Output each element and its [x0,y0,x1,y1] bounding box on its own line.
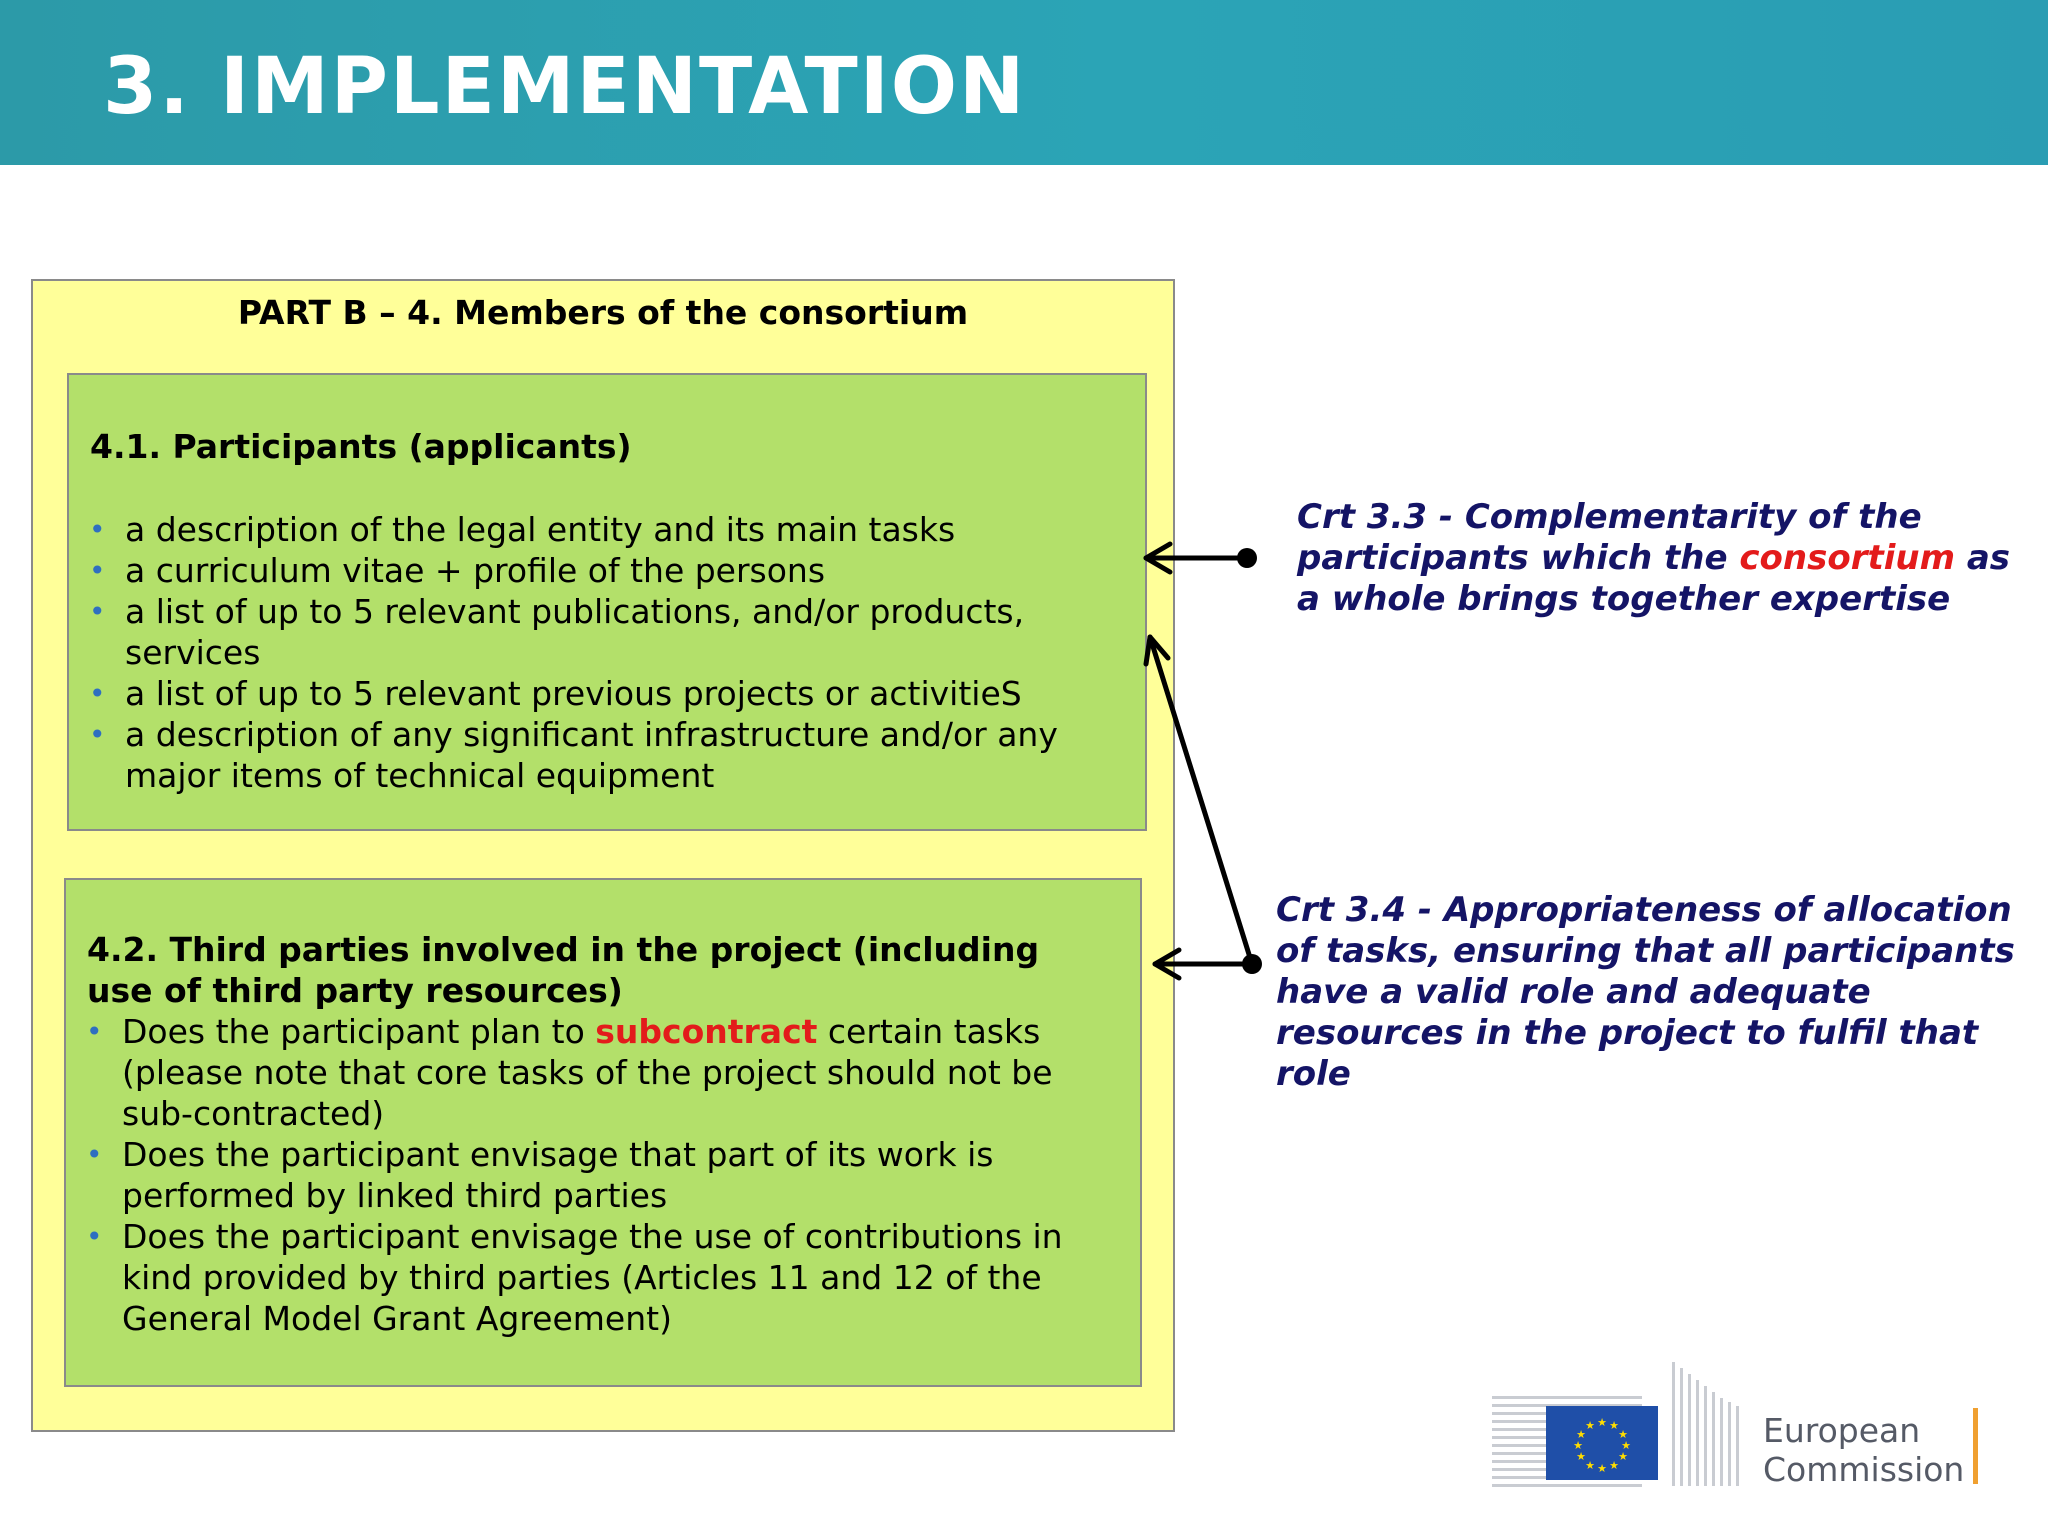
svg-text:★: ★ [1618,1428,1628,1441]
arrow-origin-dot [1242,954,1262,974]
svg-text:★: ★ [1597,1462,1607,1475]
list-item: • Does the participant plan to subcontract certain tasks (please note that core tasks of the project should not be sub-contracted) [86,1012,1053,1133]
crt-3-4-text: Crt 3.4 - Appropriateness of allocation of tasks, ensuring that all participants have a valid role and adequate resources in the project to fulfil that role [1276,890,2015,1094]
svg-text:★: ★ [1609,1419,1619,1432]
ec-logo-line2: Commission [1763,1450,1965,1489]
consortium-highlight: consortium [1739,538,1956,578]
bullet-icon: • [89,677,106,710]
list-item: • Does the participant envisage that part of its work is performed by linked third parties [86,1135,994,1215]
subcontract-highlight: subcontract [595,1012,818,1051]
svg-text:★: ★ [1618,1450,1628,1463]
arrow-origin-dot [1237,548,1257,568]
svg-text:★: ★ [1585,1459,1595,1472]
ec-logo-line1: European [1763,1411,1921,1450]
arrow-crt-3-4-diagonal [1150,637,1252,964]
list-item: • a description of the legal entity and its main tasks [89,510,956,549]
participants-heading: 4.1. Participants (applicants) [90,427,632,466]
svg-text:★: ★ [1597,1416,1607,1429]
list-item: • a list of up to 5 relevant previous projects or activitieS [89,674,1022,713]
crt-3-3-text: Crt 3.3 - Complementarity of the participants which the consortium as a whole brings together expertise [1297,497,2011,619]
bullet-icon: • [86,1015,103,1048]
svg-text:★: ★ [1609,1459,1619,1472]
bullet-icon: • [89,718,106,751]
list-item: • a list of up to 5 relevant publications, and/or products, services [89,592,1025,672]
list-item: • a curriculum vitae + profile of the persons [89,551,826,590]
svg-text:★: ★ [1576,1428,1586,1441]
bullet-icon: • [86,1220,103,1253]
part-b-title: PART B – 4. Members of the consortium [237,293,969,332]
bullet-icon: • [89,513,106,546]
slide-title: 3. IMPLEMENTATION [103,42,1027,132]
european-commission-logo [1490,1350,2010,1490]
list-item: • a description of any significant infrastructure and/or any major items of technical equipment [89,715,1058,795]
svg-text:★: ★ [1585,1419,1595,1432]
bullet-icon: • [86,1138,103,1171]
bullet-icon: • [89,595,106,628]
third-parties-heading: 4.2. Third parties involved in the project (including use of third party resources) [87,930,1040,1010]
svg-text:★: ★ [1576,1450,1586,1463]
list-item: • Does the participant envisage the use of contributions in kind provided by third parties (Articles 11 and 12 of the General Model Grant Agreement) [86,1217,1063,1338]
bullet-icon: • [89,554,106,587]
svg-text:★: ★ [1573,1439,1583,1452]
svg-text:★: ★ [1621,1439,1631,1452]
